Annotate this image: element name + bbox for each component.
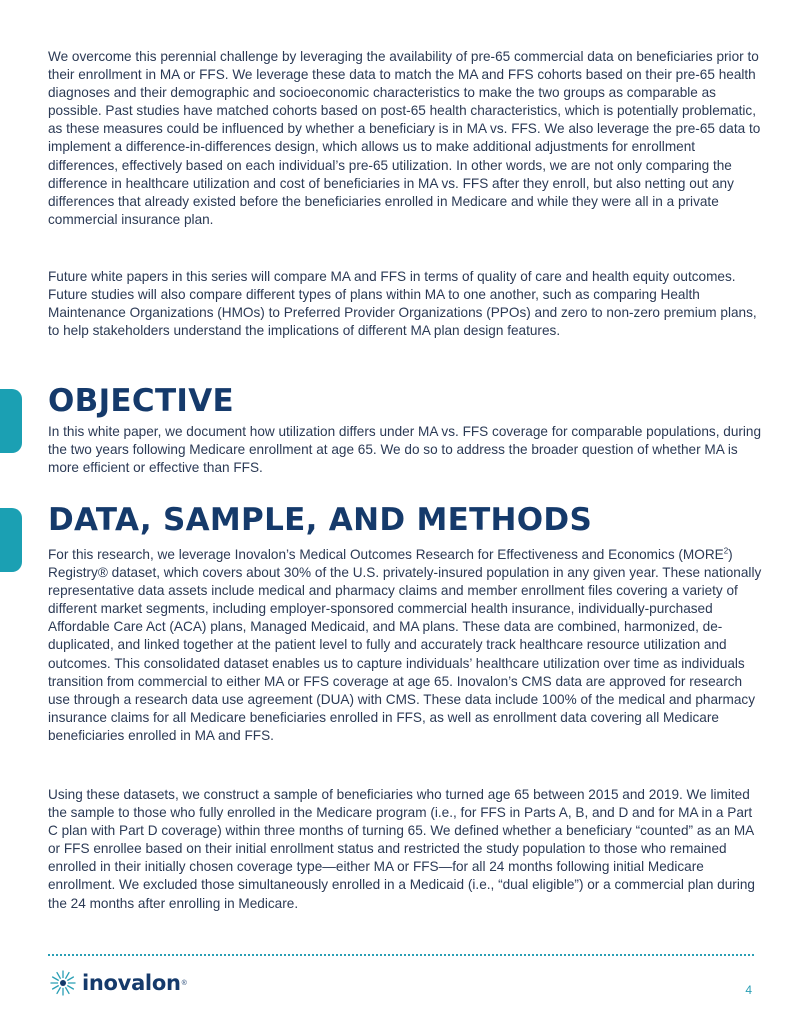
methods-p1-text-b: ) Registry® dataset, which covers about 30% of the U.S. privately-insured population in any given year. These nationally representative data assets include medical and pharmacy claims and member enrollment files covering a variety of different market segments, including employer-sponsored commercial health insurance, individually-purchased Affordable Care Act (ACA) plans, Managed Medicaid, and MA plans. These data are combined, harmonized, de-duplicated, and linked together at the patient level to fully and accurately track healthcare resource utilization and outcomes. This consolidated dataset enables us to capture individuals’ healthcare utilization over time as individuals transition from commercial to either MA or FFS coverage at age 65. Inovalon’s CMS data are approved for research use through a research data use agreement (DUA) with CMS. These data include 100% of the medical and pharmacy insurance claims for all Medicare beneficiaries enrolled in FFS, as well as enrollment data covering all Medicare beneficiaries enrolled in MA and FFS. [48, 547, 762, 743]
logo-wordmark: inovalon [82, 971, 181, 995]
logo-burst-icon [48, 968, 78, 998]
methods-heading: DATA, SAMPLE, AND METHODS [48, 502, 593, 538]
methods-p1-text-a: For this research, we leverage Inovalon’s Medical Outcomes Research for Effectiveness and Economics (MORE [48, 547, 724, 562]
intro-paragraph-1: We overcome this perennial challenge by leveraging the availability of pre-65 commercial data on beneficiaries prior to their enrollment in MA or FFS. We leverage these data to match the MA and FFS cohorts based on their pre-65 health diagnoses and their demographic and socioeconomic characteristics to make the two groups as comparable as possible. Past studies have matched cohorts based on post-65 health characteristics, which is potentially problematic, as these measures could be influenced by whether a beneficiary is in MA vs. FFS. We also leverage the pre-65 data to implement a difference-in-differences design, which allows us to make additional adjustments for enrollment differences, effectively based on each individual’s pre-65 utilization. In other words, we are not only comparing the difference in healthcare utilization and cost of beneficiaries in MA vs. FFS after they enroll, but also netting out any differences that already existed before the beneficiaries enrolled in Medicare and while they were all in a private commercial insurance plan. [48, 49, 761, 227]
footer-divider [48, 954, 754, 956]
section-tab-objective [0, 389, 22, 453]
page-number: 4 [745, 983, 752, 997]
logo-registered-mark: ® [181, 979, 187, 987]
objective-text: In this white paper, we document how utilization differs under MA vs. FFS coverage for comparable populations, during the two years following Medicare enrollment at age 65. We do so to address the broader question of whether MA is more efficient or effective than FFS. [48, 424, 762, 476]
methods-paragraph-1 [48, 546, 764, 745]
inovalon-logo [48, 968, 187, 998]
footnote-ref: 2 [723, 546, 729, 556]
intro-paragraph-2: Future white papers in this series will compare MA and FFS in terms of quality of care and health equity outcomes. Future studies will also compare different types of plans within MA to one another, such as comparing Health Maintenance Organizations (HMOs) to Preferred Provider Organizations (PPOs) and zero to non-zero premium plans, to help stakeholders understand the implications of different MA plan design features. [48, 269, 757, 339]
section-tab-methods [0, 508, 22, 572]
methods-paragraph-2: Using these datasets, we construct a sample of beneficiaries who turned age 65 between 2015 and 2019. We limited the sample to those who fully enrolled in the Medicare program (i.e., for FFS in Parts A, B, and D and for MA in a Part C plan with Part D coverage) within three months of turning 65. We defined whether a beneficiary “counted” as an MA or FFS enrollee based on their initial enrollment status and restricted the study population to those who remained enrolled in their initially chosen coverage type—either MA or FFS—for all 24 months following initial Medicare enrollment. We excluded those simultaneously enrolled in a Medicaid (i.e., “dual eligible”) or a commercial plan during the 24 months after enrolling in Medicare. [48, 787, 755, 911]
objective-heading: OBJECTIVE [48, 383, 234, 419]
